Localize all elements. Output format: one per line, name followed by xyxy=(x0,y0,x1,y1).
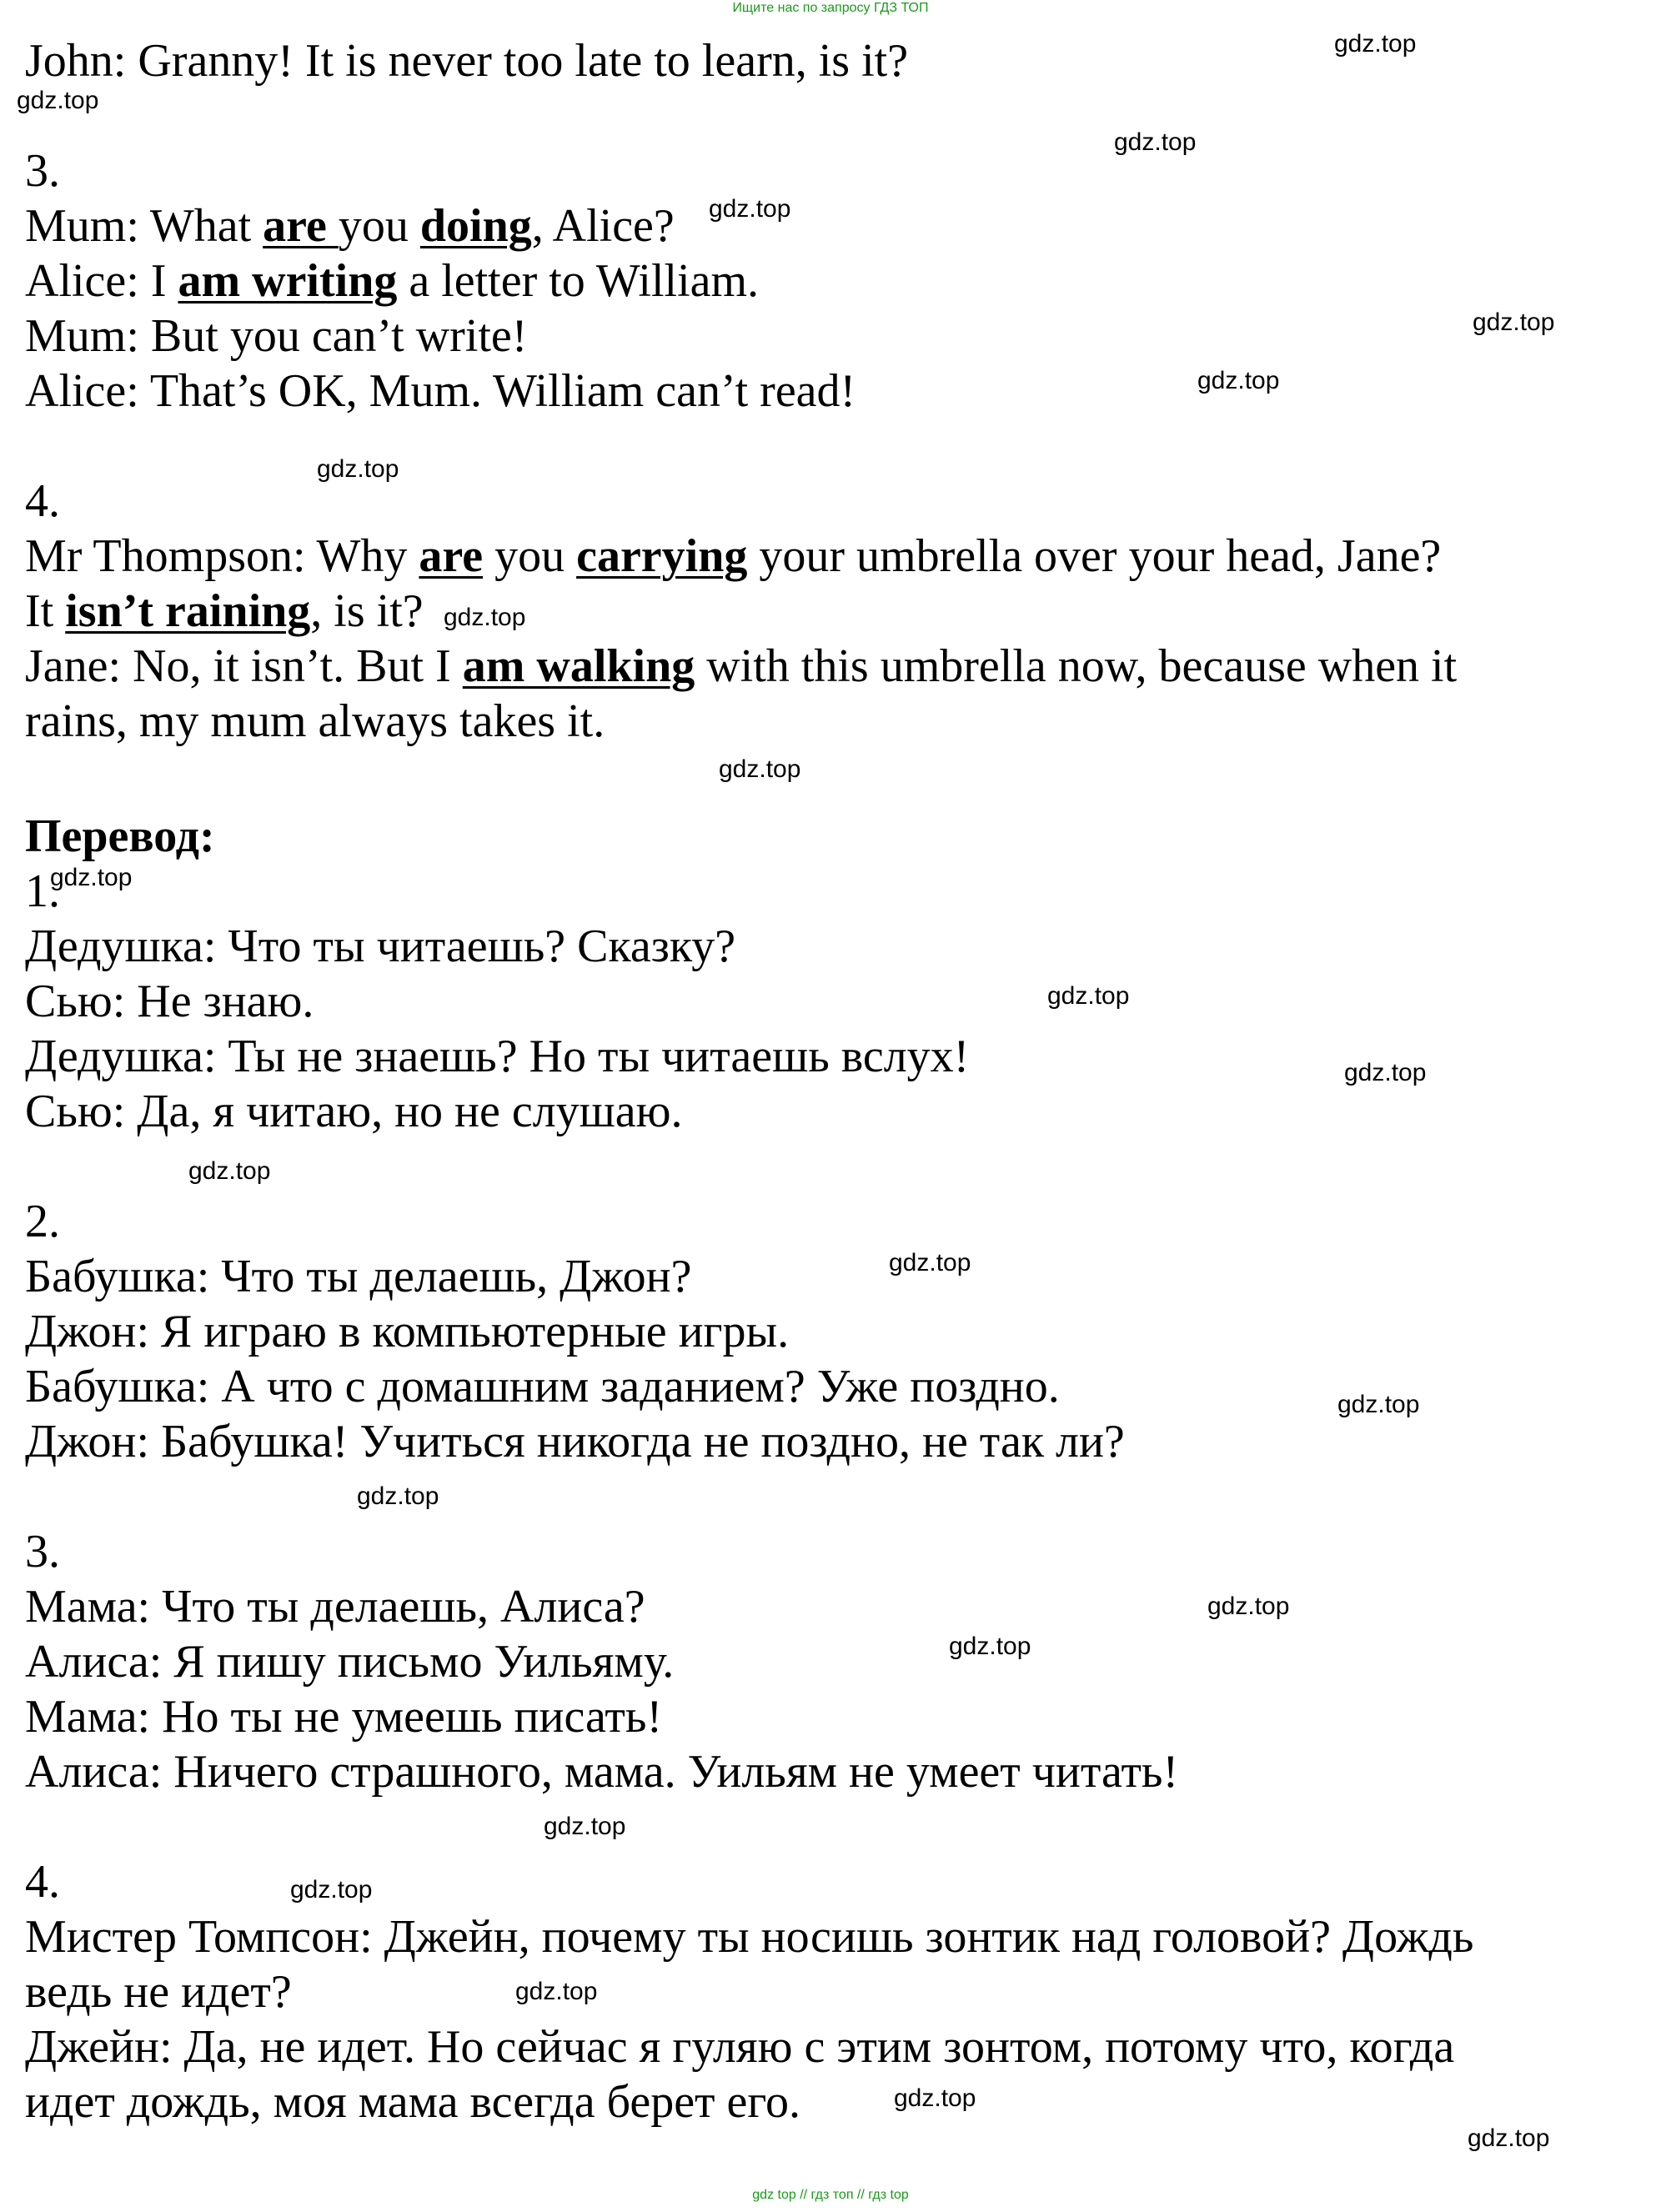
translation-3-line: Алиса: Ничего страшного, мама. Уильям не умеет читать! xyxy=(25,1746,1179,1798)
watermark: gdz.top xyxy=(1473,308,1555,336)
watermark: gdz.top xyxy=(949,1633,1031,1660)
verb-isnt-raining: isn’t raining xyxy=(65,585,311,637)
translation-2-number: 2. xyxy=(25,1196,60,1247)
translation-3-line: Алиса: Я пишу письмо Уильяму. xyxy=(25,1636,675,1688)
watermark: gdz.top xyxy=(1344,1059,1427,1086)
watermark: gdz.top xyxy=(1114,128,1197,156)
footer-note: gdz top // гдз топ // гдз top xyxy=(752,2188,909,2202)
watermark: gdz.top xyxy=(1468,2124,1550,2152)
translation-1-line: Дедушка: Что ты читаешь? Сказку? xyxy=(25,920,736,972)
translation-1-line: Дедушка: Ты не знаешь? Но ты читаешь вслух! xyxy=(25,1031,970,1082)
translation-2-line: Джон: Бабушка! Учиться никогда не поздно, не так ли? xyxy=(25,1416,1125,1467)
english-line-alice-1: Alice: I am writing a letter to William. xyxy=(25,255,760,307)
header-note: Ищите нас по запросу ГДЗ ТОП xyxy=(732,1,929,15)
translation-2-line: Бабушка: А что с домашним заданием? Уже поздно. xyxy=(25,1361,1060,1412)
watermark: gdz.top xyxy=(17,87,99,114)
verb-are: are xyxy=(263,200,339,252)
translation-4-line: идет дождь, моя мама всегда берет его. xyxy=(25,2076,800,2128)
english-line-thompson-2: It isn’t raining, is it? xyxy=(25,585,424,637)
english-line-mum-1: Mum: What are you doing, Alice? xyxy=(25,200,675,252)
translation-1-line: Сью: Да, я читаю, но не слушаю. xyxy=(25,1086,683,1137)
verb-carrying: carrying xyxy=(576,530,748,582)
watermark: gdz.top xyxy=(317,455,399,483)
watermark: gdz.top xyxy=(544,1813,626,1840)
english-line-mum-2: Mum: But you can’t write! xyxy=(25,310,528,362)
english-line-alice-2: Alice: That’s OK, Mum. William can’t read! xyxy=(25,365,856,417)
english-line-thompson: Mr Thompson: Why are you carrying your umbrella over your head, Jane? xyxy=(25,530,1442,582)
translation-3-number: 3. xyxy=(25,1526,60,1577)
watermark: gdz.top xyxy=(290,1876,373,1904)
english-line-jane-2: rains, my mum always takes it. xyxy=(25,695,605,747)
translation-3-line: Мама: Но ты не умеешь писать! xyxy=(25,1691,663,1743)
verb-am-walking: am walking xyxy=(462,640,695,692)
translation-4-line: ведь не идет? xyxy=(25,1966,292,2018)
watermark: gdz.top xyxy=(1197,367,1280,394)
watermark: gdz.top xyxy=(50,864,133,891)
dialogue-3-number: 3. xyxy=(25,145,60,197)
watermark: gdz.top xyxy=(1337,1391,1420,1418)
watermark: gdz.top xyxy=(1334,30,1417,58)
watermark: gdz.top xyxy=(894,2084,976,2112)
english-line-jane-1: Jane: No, it isn’t. But I am walking with this umbrella now, because when it xyxy=(25,640,1458,692)
dialogue-4-number: 4. xyxy=(25,475,60,527)
translation-4-number: 4. xyxy=(25,1856,60,1908)
translation-heading: Перевод: xyxy=(25,810,215,862)
english-line-john: John: Granny! It is never too late to learn, is it? xyxy=(25,35,909,87)
watermark: gdz.top xyxy=(1047,982,1130,1010)
translation-3-line: Мама: Что ты делаешь, Алиса? xyxy=(25,1581,645,1633)
translation-2-line: Джон: Я играю в компьютерные игры. xyxy=(25,1306,790,1357)
translation-1-line: Сью: Не знаю. xyxy=(25,976,314,1027)
watermark: gdz.top xyxy=(444,604,526,631)
verb-am-writing: am writing xyxy=(178,255,398,307)
watermark: gdz.top xyxy=(188,1157,271,1185)
watermark: gdz.top xyxy=(1207,1593,1290,1620)
watermark: gdz.top xyxy=(357,1482,439,1510)
watermark: gdz.top xyxy=(889,1249,971,1277)
verb-are: are xyxy=(419,530,484,582)
watermark: gdz.top xyxy=(709,195,791,223)
translation-4-line: Джейн: Да, не идет. Но сейчас я гуляю с этим зонтом, потому что, когда xyxy=(25,2021,1455,2073)
translation-2-line: Бабушка: Что ты делаешь, Джон? xyxy=(25,1251,692,1302)
watermark: gdz.top xyxy=(515,1978,598,2005)
watermark: gdz.top xyxy=(719,755,801,783)
verb-doing: doing xyxy=(419,200,532,252)
translation-1-number: 1. xyxy=(25,865,60,917)
translation-4-line: Мистер Томпсон: Джейн, почему ты носишь зонтик над головой? Дождь xyxy=(25,1911,1474,1963)
